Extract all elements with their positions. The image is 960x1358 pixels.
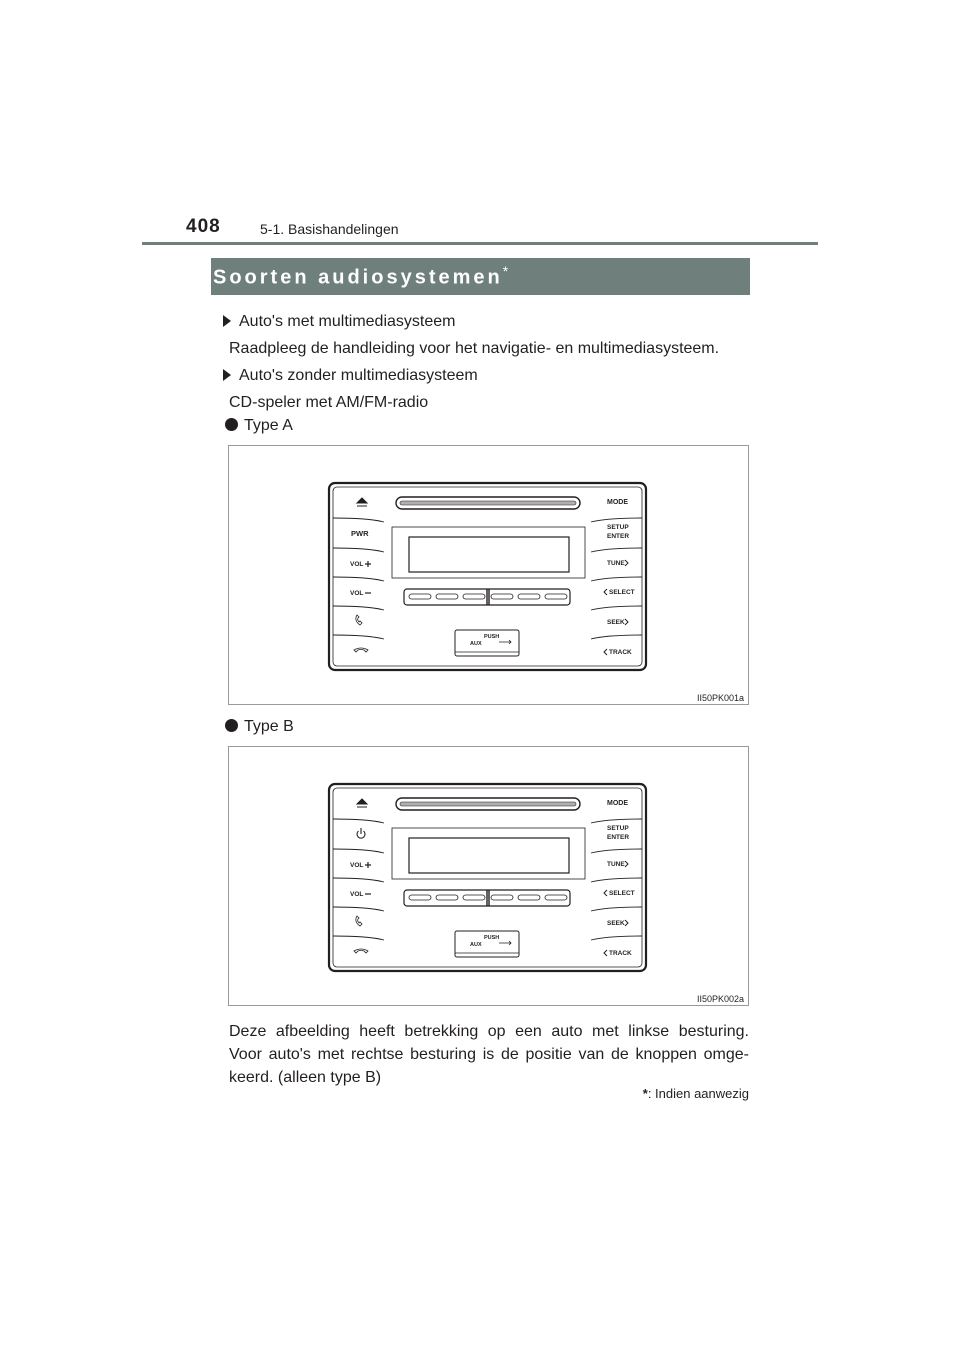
section-breadcrumb: 5-1. Basishandelingen xyxy=(260,221,399,237)
figure-code: II50PK002a xyxy=(696,994,744,1004)
chevron-left-icon xyxy=(604,649,607,655)
chevron-left-icon xyxy=(604,950,607,956)
radio-diagram-type-a xyxy=(229,446,750,706)
aux-label: AUX xyxy=(470,641,482,647)
phone-pickup-icon xyxy=(356,615,362,625)
power-icon xyxy=(357,828,365,838)
item2-heading: Auto's zonder multimediasysteem xyxy=(223,367,478,385)
tune-button: TUNE xyxy=(607,861,625,868)
vol-up-button: VOL xyxy=(350,561,364,568)
enter-label: ENTER xyxy=(607,533,630,540)
note-line-3: keerd. (alleen type B) xyxy=(229,1069,382,1086)
mode-button: MODE xyxy=(607,499,628,506)
push-label: PUSH xyxy=(484,935,500,941)
pwr-button: PWR xyxy=(351,529,369,538)
triangle-arrow-icon xyxy=(223,315,231,327)
phone-hangup-icon xyxy=(354,648,368,652)
figure-type-a xyxy=(228,445,749,705)
chevron-right-icon xyxy=(625,619,628,625)
select-button: SELECT xyxy=(609,890,635,897)
page-number: 408 xyxy=(186,216,221,237)
section-title-text: Soorten audiosystemen xyxy=(213,266,503,289)
bullet-icon xyxy=(225,719,238,732)
footnote-text: : Indien aanwezig xyxy=(647,1086,749,1101)
chevron-right-icon xyxy=(625,560,628,566)
footnote xyxy=(643,1086,749,1101)
enter-label: ENTER xyxy=(607,834,630,841)
phone-hangup-icon xyxy=(354,949,368,953)
optional-marker: * xyxy=(502,263,509,279)
setup-label: SETUP xyxy=(607,524,629,531)
chevron-left-icon xyxy=(604,890,607,896)
eject-icon xyxy=(357,498,367,506)
chevron-right-icon xyxy=(625,920,628,926)
item1-text: Raadpleeg de handleiding voor het navigatie- en multimediasysteem. xyxy=(229,340,720,357)
track-button: TRACK xyxy=(609,649,632,656)
push-label: PUSH xyxy=(484,634,500,640)
section-title-bar xyxy=(211,258,750,295)
seek-button: SEEK xyxy=(607,920,625,927)
mode-button: MODE xyxy=(607,800,628,807)
chevron-left-icon xyxy=(604,589,607,595)
vol-down-button: VOL xyxy=(350,891,364,898)
note-line-2: Voor auto's met rechtse besturing is de positie van de knoppen omge- xyxy=(229,1046,749,1063)
track-button: TRACK xyxy=(609,950,632,957)
chevron-right-icon xyxy=(625,861,628,867)
phone-pickup-icon xyxy=(356,916,362,926)
tune-button: TUNE xyxy=(607,560,625,567)
figure-code: II50PK001a xyxy=(696,693,744,703)
section-title xyxy=(213,263,508,290)
item2-text: CD-speler met AM/FM-radio xyxy=(229,394,429,411)
setup-label: SETUP xyxy=(607,825,629,832)
plus-icon xyxy=(365,561,371,567)
radio-diagram-type-b xyxy=(229,747,750,1007)
note-line-1: Deze afbeelding heeft betrekking op een auto met linkse besturing. xyxy=(229,1023,749,1040)
bullet-icon xyxy=(225,418,238,431)
seek-button: SEEK xyxy=(607,619,625,626)
select-button: SELECT xyxy=(609,589,635,596)
vol-down-button: VOL xyxy=(350,590,364,597)
aux-label: AUX xyxy=(470,942,482,948)
steering-note xyxy=(229,1020,749,1089)
header-rule xyxy=(142,242,818,245)
eject-icon xyxy=(357,799,367,807)
triangle-arrow-icon xyxy=(223,369,231,381)
footnote-marker: * xyxy=(642,1086,648,1101)
vol-up-button: VOL xyxy=(350,862,364,869)
item1-heading: Auto's met multimediasysteem xyxy=(223,313,455,331)
type-a-heading: Type A xyxy=(225,417,293,435)
figure-type-b xyxy=(228,746,749,1006)
plus-icon xyxy=(365,862,371,868)
type-b-heading: Type B xyxy=(225,718,294,736)
